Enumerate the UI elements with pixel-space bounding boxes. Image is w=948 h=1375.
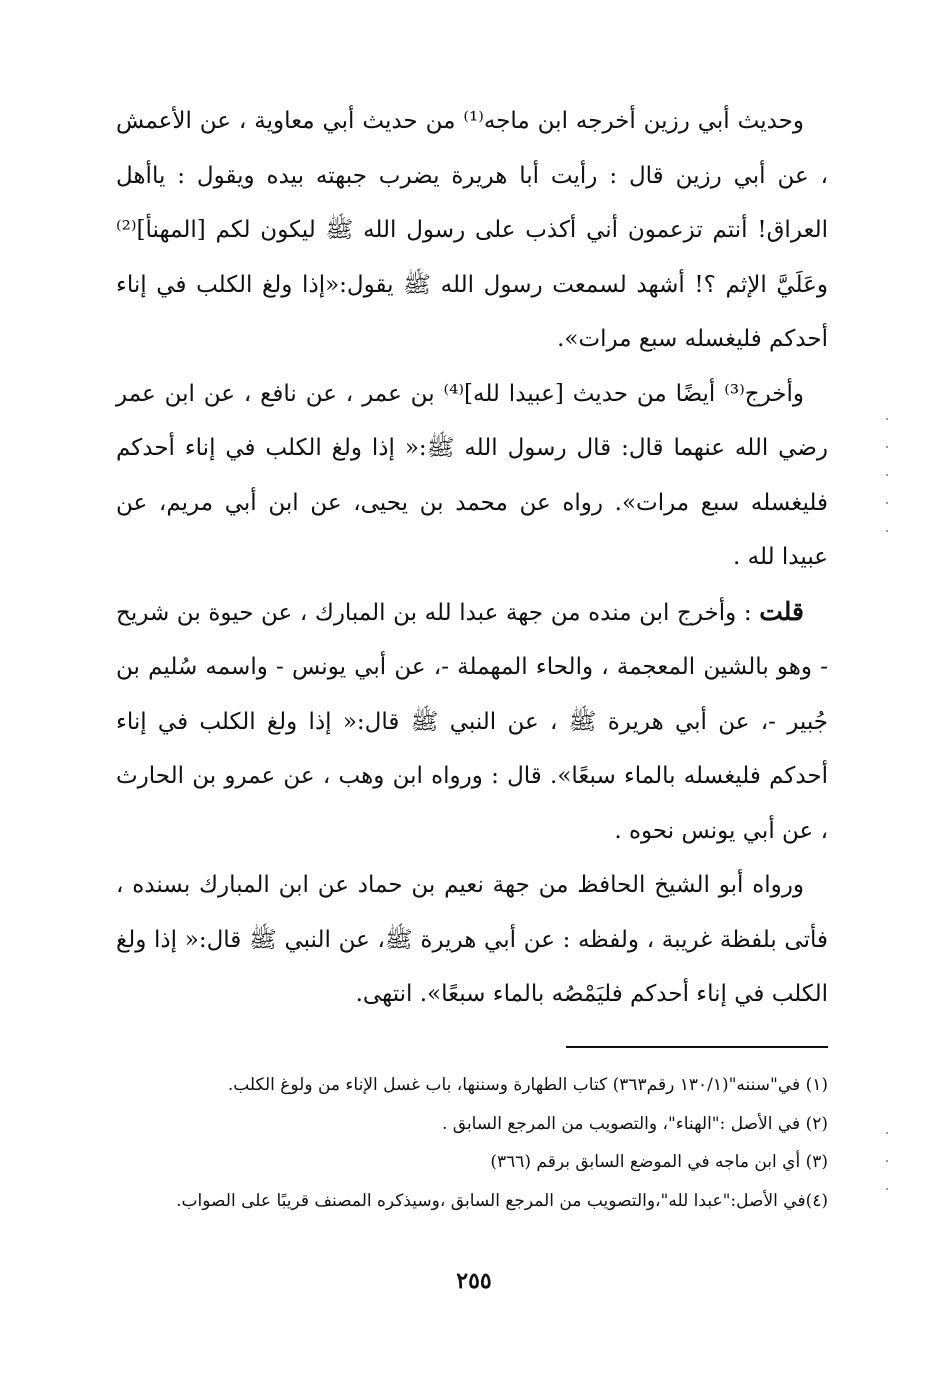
paragraph-label: قلت [759, 596, 804, 626]
page-number: ٢٥٥ [456, 1268, 492, 1294]
paragraph-1: وحديث أبي رزين أخرجه ابن ماجه⁽¹⁾ من حديث أبي معاوية ، عن الأعمش ، عن أبي رزين قال : رأيت أبا هريرة يضرب جبهته بيده ويقول : ياأهل العراق! أنتم تزعمون أني أكذب على رسول الله ﷺ ليكون لكم [المهنأ]⁽²⁾ وعَلَيَّ الإثم ؟! أشهد لسمعت رسول الله ﷺ يقول:«إذا ولغ الكلب في إناء أحدكم فليغسله سبع مرات». [116, 108, 828, 352]
scan-margin-dots [886, 0, 888, 1375]
paragraph-2: وأخرج⁽³⁾ أيضًا من حديث [عبيدا لله]⁽⁴⁾ بن عمر ، عن نافع ، عن ابن عمر رضي الله عنهما قال: قال رسول الله ﷺ:« إذا ولغ الكلب في إناء أحدكم فليغسله سبع مرات». رواه عن محمد بن يحيى، عن ابن أبي مريم، عن عبيدا لله . [116, 380, 828, 570]
paragraph-3-body: وأخرج ابن منده من جهة عبدا لله بن المبارك ، عن حيوة بن شريح - وهو بالشين المعجمة ، والحاء المهملة -، عن أبي يونس - واسمه سُليم بن جُبير -، عن أبي هريرة ﷺ ، عن النبي ﷺ قال:« إذا ولغ الكلب في إناء أحدكم فليغسله بالماء سبعًا». قال : ورواه ابن وهب ، عن عمرو بن الحارث ، عن أبي يونس نحوه . [116, 599, 829, 844]
footnote-3: (٣) أي ابن ماجه في الموضع السابق برقم (٣٦٦) [490, 1152, 828, 1172]
footnotes [116, 1066, 828, 1220]
footnote-separator [566, 1046, 828, 1048]
footnote-2: (٢) في الأصل :"الهناء"، والتصويب من المرجع السابق . [441, 1113, 828, 1134]
paragraph-3 [116, 585, 828, 859]
paragraph-4: ورواه أبو الشيخ الحافظ من جهة نعيم بن حماد عن ابن المبارك بسنده ، فأتى بلفظة غريبة ، ولفظه : عن أبي هريرة ﷺ، عن النبي ﷺ قال:« إذا ولغ الكلب في إناء أحدكم فليَمْصُه بالماء سبعًا». انتهى. [116, 872, 828, 1007]
footnote-4: (٤)في الأصل:"عبدا لله"،والتصويب من المرجع السابق ،وسيذكره المصنف قريبًا على الصواب. [176, 1190, 828, 1211]
main-text [116, 94, 828, 1022]
footnote-1: (١) في"سننه"(١٣٠/١ رقم٣٦٣) كتاب الطهارة وسننها، باب غسل الإناء من ولوغ الكلب. [227, 1075, 828, 1095]
paragraph-label-separator: : [736, 599, 760, 626]
